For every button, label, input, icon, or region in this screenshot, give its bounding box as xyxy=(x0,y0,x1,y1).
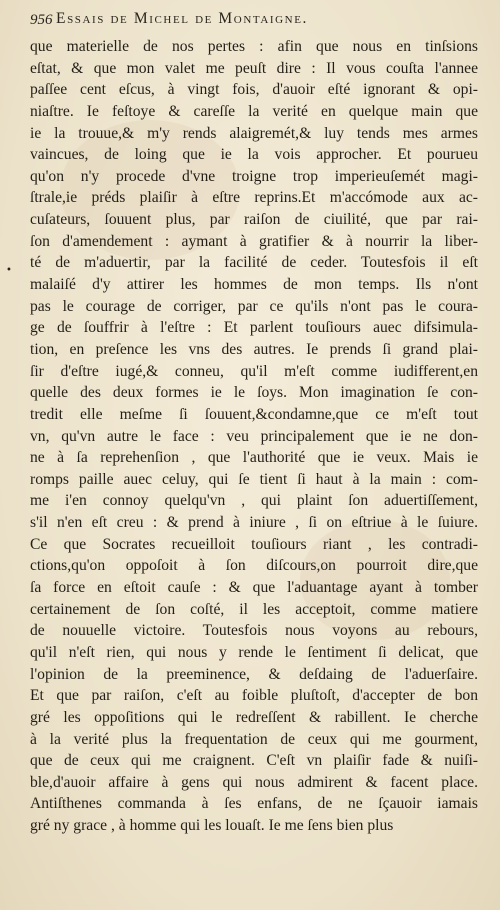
text-line: ſtrale,ie préds plaiſir à eſtre reprins.Et m'accómode aux ac- xyxy=(30,189,478,207)
text-line: Ce que Socrates recueilloit touſiours riant , les contradi- xyxy=(30,535,478,553)
text-line: de nouuelle victoire. Toutesfois nous voyons au rebours, xyxy=(30,622,478,640)
text-line: que materielle de nos pertes : afin que nous en tinſsions xyxy=(30,38,478,55)
text-line: ſon d'amendement : aymant à gratifier & à nourrir la liber- xyxy=(30,232,478,250)
text-line: ctions,qu'on oppoſoit à ſon diſcours,on pourroit dire,que xyxy=(30,557,478,575)
text-line: tredit elle meſme ſi ſouuent,&condamne,que ce m'eſt tout xyxy=(30,405,478,423)
text-line: Antiſthenes commanda à ſes enfans, de ne ſçauoir iamais xyxy=(30,795,478,813)
text-line: niaſtre. Ie feſtoye & careſſe la verité en quelque main que xyxy=(30,102,478,120)
text-line: qu'on n'y procede d'vne troigne trop imperieuſemét magi- xyxy=(30,167,478,185)
text-line: ie la trouue,& m'y rends alaigremét,& luy tends mes armes xyxy=(30,124,478,142)
text-line: s'il n'en eſt creu : & prend à iniure , ſi on eſtriue à le ſuiure. xyxy=(30,514,478,532)
margin-bullet: • xyxy=(6,265,12,276)
page-number: 956 xyxy=(30,12,53,28)
text-line: té de m'aduertir, par la facilité de ceder. Toutesfois il eſt xyxy=(30,254,478,272)
text-line: gré ny grace , à homme qui les louaſt. Ie me ſens bien plus xyxy=(30,817,394,835)
text-line: tion, en preſence les vns des autres. Ie prends ſi grand plai- xyxy=(30,340,478,358)
text-line: vaincues, de loing que ie la vois approcher. Et pourueu xyxy=(30,146,478,164)
text-line: ſa force en eſtoit cauſe : & que l'aduantage ayant à tomber xyxy=(30,579,478,597)
text-line: paſſee cent eſcus, à vingt fois, d'auoir eſté ignorant & opi- xyxy=(30,81,478,99)
text-line: à la verité plus la frequentation de ceux qui me gourment, xyxy=(30,730,478,748)
text-line: ne à ſa reprehenſion , que l'authorité que ie veux. Mais ie xyxy=(30,449,478,467)
text-line: eſtat, & que mon valet me peuſt dire : Il vous couſta l'annee xyxy=(30,59,478,77)
text-line: quelle des deux formes ie le ſoys. Mon imagination ſe con- xyxy=(30,384,478,402)
page-header xyxy=(30,10,470,34)
text-line: l'opinion de la preeminence, & deſdaing de l'aduerſaire. xyxy=(30,665,478,683)
running-title: Essais de Michel de Montaigne. xyxy=(56,10,309,27)
text-line: ſir d'eſtre iugé,& conneu, qu'il m'eſt comme iudifferent,en xyxy=(30,362,478,380)
text-line: qu'il n'eſt rien, qui nous y rende le ſentiment ſi delicat, que xyxy=(30,643,478,661)
text-line: romps paille auec celuy, qui ſe tient ſi haut à la main : com- xyxy=(30,470,478,488)
text-line: ble,d'auoir affaire à gens qui nous admirent & facent place. xyxy=(30,773,478,791)
text-line: malaiſé d'y attirer les hommes de mon temps. Ils n'ont xyxy=(30,276,478,294)
text-line: certainement de ſon coſté, il les acceptoit, comme matiere xyxy=(30,600,478,618)
text-line: pas le courage de corriger, par ce qu'ils n'ont pas le coura- xyxy=(30,297,478,315)
text-line: vn, qu'vn autre le face : veu principalement que ie ne don- xyxy=(30,427,478,445)
text-line: me i'en connoy quelqu'vn , qui plaint ſon aduertiſſement, xyxy=(30,492,478,510)
text-line: que de ceux qui me craignent. C'eſt vn plaiſir fade & nuiſi- xyxy=(30,752,478,770)
body-text xyxy=(30,36,478,837)
text-line: gré les oppoſitions qui le redreſſent & rabillent. Ie cherche xyxy=(30,708,478,726)
text-line: ge de ſouffrir à l'eſtre : Et parlent touſiours auec difsimula- xyxy=(30,319,478,337)
text-line: Et que par raiſon, c'eſt au foible pluſtoſt, d'accepter de bon xyxy=(30,687,478,705)
text-line: cuſateurs, ſouuent plus, par raiſon de ciuilité, que par rai- xyxy=(30,211,478,229)
